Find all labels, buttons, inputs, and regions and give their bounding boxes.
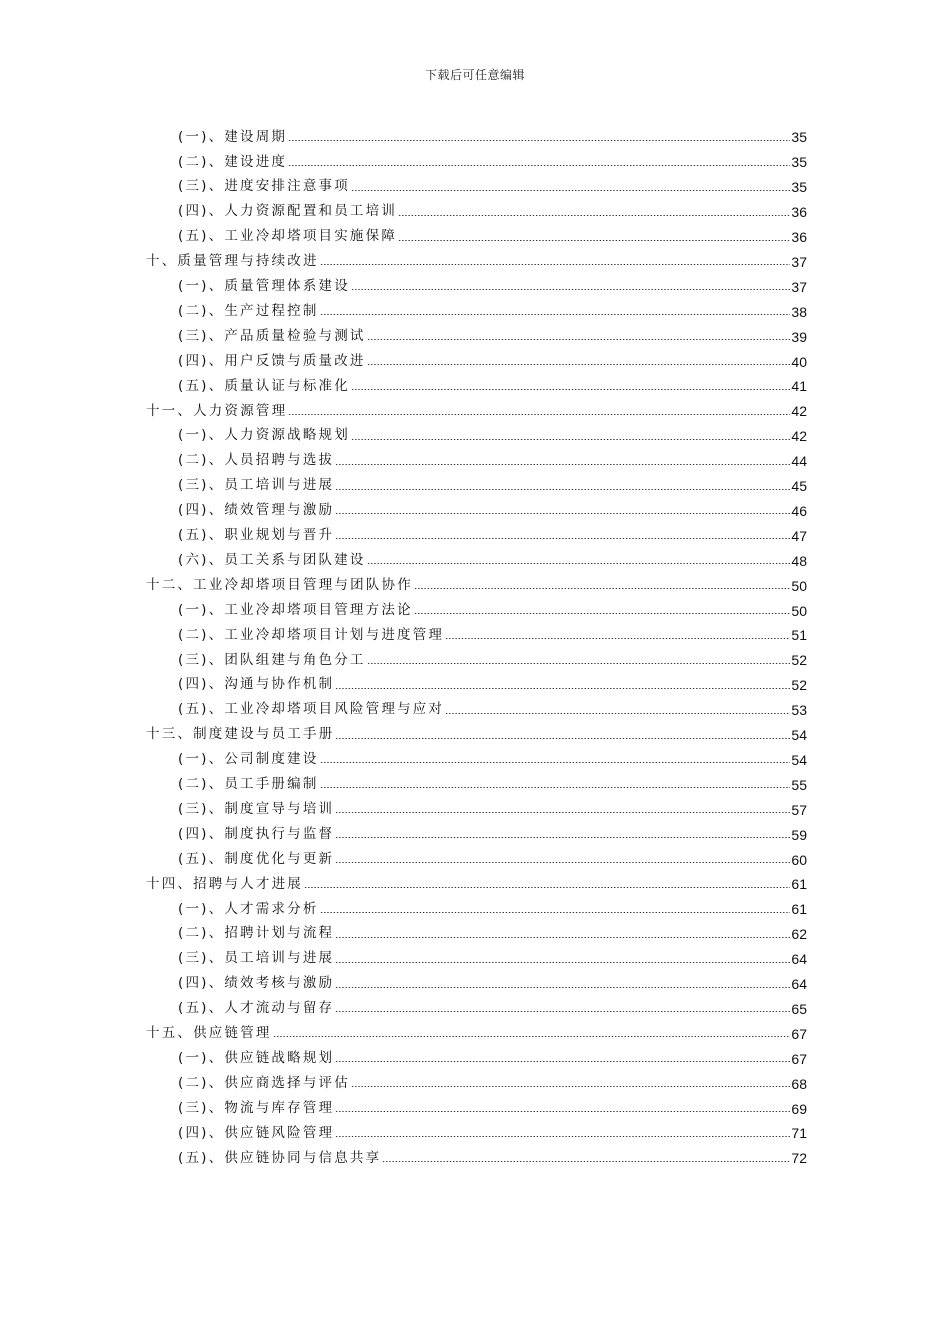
toc-dot-leader: [335, 538, 790, 539]
toc-entry-title: (三)、团队组建与角色分工: [178, 651, 366, 668]
toc-dot-leader: [335, 862, 790, 863]
toc-entry-title: (五)、制度优化与更新: [178, 850, 335, 867]
toc-dot-leader: [351, 389, 790, 390]
toc-section-entry[interactable]: [178, 1146, 807, 1171]
toc-entry-title: (一)、工业冷却塔项目管理方法论: [178, 601, 413, 618]
toc-dot-leader: [335, 987, 790, 988]
toc-page-number: 35: [791, 154, 807, 171]
toc-dot-leader: [320, 264, 791, 265]
toc-entry-title: (五)、工业冷却塔项目风险管理与应对: [178, 701, 445, 718]
toc-page-number: 37: [791, 253, 807, 270]
toc-entry-title: (三)、进度安排注意事项: [178, 178, 350, 195]
toc-entry-title: (二)、生产过程控制: [178, 302, 319, 319]
toc-page-number: 47: [791, 527, 807, 544]
toc-chapter-entry[interactable]: [146, 872, 807, 897]
toc-entry-title: (一)、公司制度建设: [178, 751, 319, 768]
toc-page-number: 46: [791, 502, 807, 519]
toc-page-number: 54: [791, 751, 807, 768]
toc-entry-title: (四)、绩效管理与激励: [178, 502, 335, 519]
toc-page-number: 36: [791, 204, 807, 221]
toc-section-entry[interactable]: [178, 598, 807, 623]
toc-dot-leader: [382, 1161, 790, 1162]
toc-entry-title: (一)、人才需求分析: [178, 900, 319, 917]
toc-section-entry[interactable]: [178, 822, 807, 847]
toc-page-number: 67: [791, 1025, 807, 1042]
toc-chapter-entry[interactable]: [146, 1021, 807, 1046]
toc-entry-title: (四)、绩效考核与激励: [178, 975, 335, 992]
toc-entry-title: (六)、员工关系与团队建设: [178, 551, 366, 568]
toc-section-entry[interactable]: [178, 673, 807, 698]
toc-dot-leader: [335, 1011, 790, 1012]
toc-section-entry[interactable]: [178, 1046, 807, 1071]
toc-section-entry[interactable]: [178, 972, 807, 997]
toc-section-entry[interactable]: [178, 449, 807, 474]
toc-entry-title: 十、质量管理与持续改进: [146, 253, 319, 270]
toc-dot-leader: [320, 787, 791, 788]
toc-dot-leader: [335, 464, 790, 465]
toc-entry-title: (四)、用户反馈与质量改进: [178, 352, 366, 369]
page-header: 下载后可任意编辑: [424, 68, 525, 82]
toc-section-entry[interactable]: [178, 474, 807, 499]
toc-dot-leader: [367, 364, 791, 365]
toc-page-number: 52: [791, 652, 807, 669]
toc-entry-title: (五)、质量认证与标准化: [178, 377, 350, 394]
toc-page-number: 61: [791, 901, 807, 918]
toc-section-entry[interactable]: [178, 324, 807, 349]
toc-entry-title: (二)、工业冷却塔项目计划与进度管理: [178, 626, 445, 643]
toc-page-number: 55: [791, 776, 807, 793]
toc-section-entry[interactable]: [178, 772, 807, 797]
toc-dot-leader: [351, 1086, 790, 1087]
toc-entry-title: (五)、职业规划与晋升: [178, 527, 335, 544]
toc-page-number: 59: [791, 826, 807, 843]
toc-dot-leader: [445, 713, 790, 714]
toc-section-entry[interactable]: [178, 947, 807, 972]
toc-entry-title: (五)、供应链协同与信息共享: [178, 1149, 382, 1166]
toc-section-entry[interactable]: [178, 499, 807, 524]
toc-entry-title: (二)、人员招聘与选拔: [178, 452, 335, 469]
toc-section-entry[interactable]: [178, 847, 807, 872]
toc-dot-leader: [320, 762, 791, 763]
toc-entry-title: (四)、人力资源配置和员工培训: [178, 203, 398, 220]
toc-section-entry[interactable]: [178, 274, 807, 299]
toc-dot-leader: [288, 165, 790, 166]
toc-dot-leader: [273, 1036, 791, 1037]
toc-entry-title: (三)、产品质量检验与测试: [178, 327, 366, 344]
toc-section-entry[interactable]: [178, 1096, 807, 1121]
toc-entry-title: (三)、物流与库存管理: [178, 1099, 335, 1116]
toc-section-entry[interactable]: [178, 897, 807, 922]
toc-page-number: 50: [791, 602, 807, 619]
toc-page-number: 60: [791, 851, 807, 868]
toc-entry-title: (四)、沟通与协作机制: [178, 676, 335, 693]
toc-dot-leader: [335, 1061, 790, 1062]
toc-dot-leader: [304, 887, 790, 888]
toc-section-entry[interactable]: [178, 175, 807, 200]
toc-page-number: 35: [791, 179, 807, 196]
toc-page-number: 45: [791, 478, 807, 495]
toc-section-entry[interactable]: [178, 922, 807, 947]
toc-chapter-entry[interactable]: [146, 723, 807, 748]
toc-dot-leader: [288, 414, 790, 415]
toc-section-entry[interactable]: [178, 748, 807, 773]
toc-section-entry[interactable]: [178, 200, 807, 225]
toc-page-number: 62: [791, 926, 807, 943]
toc-entry-title: (二)、建设进度: [178, 153, 288, 170]
toc-section-entry[interactable]: [178, 1071, 807, 1096]
toc-dot-leader: [398, 215, 790, 216]
toc-entry-title: (一)、人力资源战略规划: [178, 427, 350, 444]
toc-section-entry[interactable]: [178, 299, 807, 324]
toc-entry-title: (一)、建设周期: [178, 128, 288, 145]
toc-page-number: 65: [791, 1000, 807, 1017]
toc-entry-title: (一)、质量管理体系建设: [178, 278, 350, 295]
toc-page-number: 61: [791, 876, 807, 893]
toc-entry-title: 十二、工业冷却塔项目管理与团队协作: [146, 576, 413, 593]
toc-section-entry[interactable]: [178, 125, 807, 150]
toc-entry-title: 十三、制度建设与员工手册: [146, 726, 335, 743]
toc-dot-leader: [335, 962, 790, 963]
toc-dot-leader: [335, 513, 790, 514]
toc-entry-title: 十四、招聘与人才进展: [146, 875, 303, 892]
toc-page-number: 64: [791, 976, 807, 993]
toc-entry-title: (五)、工业冷却塔项目实施保障: [178, 228, 398, 245]
toc-entry-title: 十一、人力资源管理: [146, 402, 288, 419]
toc-dot-leader: [320, 912, 791, 913]
toc-section-entry[interactable]: [178, 374, 807, 399]
toc-entry-title: (二)、供应商选择与评估: [178, 1074, 350, 1091]
toc-page-number: 54: [791, 727, 807, 744]
toc-dot-leader: [367, 563, 791, 564]
toc-dot-leader: [335, 688, 790, 689]
toc-section-entry[interactable]: [178, 648, 807, 673]
toc-page-number: 38: [791, 303, 807, 320]
toc-entry-title: (三)、员工培训与进展: [178, 477, 335, 494]
toc-section-entry[interactable]: [178, 225, 807, 250]
toc-entry-title: (四)、供应链风险管理: [178, 1124, 335, 1141]
toc-entry-title: 十五、供应链管理: [146, 1025, 272, 1042]
toc-page-number: 42: [791, 428, 807, 445]
toc-dot-leader: [335, 738, 790, 739]
toc-page-number: 71: [791, 1125, 807, 1142]
toc-entry-title: (四)、制度执行与监督: [178, 825, 335, 842]
toc-page-number: 64: [791, 951, 807, 968]
toc-page-number: 51: [791, 627, 807, 644]
toc-page-number: 57: [791, 801, 807, 818]
toc-dot-leader: [320, 314, 791, 315]
toc-page-number: 53: [791, 702, 807, 719]
toc-section-entry[interactable]: [178, 424, 807, 449]
toc-section-entry[interactable]: [178, 623, 807, 648]
toc-dot-leader: [335, 489, 790, 490]
toc-section-entry[interactable]: [178, 1121, 807, 1146]
toc-entry-title: (五)、人才流动与留存: [178, 1000, 335, 1017]
toc-entry-title: (二)、员工手册编制: [178, 776, 319, 793]
toc-dot-leader: [367, 663, 791, 664]
toc-dot-leader: [351, 190, 790, 191]
toc-section-entry[interactable]: [178, 797, 807, 822]
toc-dot-leader: [367, 339, 791, 340]
toc-dot-leader: [398, 240, 790, 241]
toc-dot-leader: [335, 1111, 790, 1112]
toc-page-number: 72: [791, 1150, 807, 1167]
toc-dot-leader: [288, 140, 790, 141]
toc-dot-leader: [335, 937, 790, 938]
toc-dot-leader: [445, 638, 790, 639]
toc-page-number: 37: [791, 278, 807, 295]
toc-entry-title: (三)、员工培训与进展: [178, 950, 335, 967]
toc-page-number: 48: [791, 552, 807, 569]
toc-page-number: 41: [791, 378, 807, 395]
toc-section-entry[interactable]: [178, 698, 807, 723]
toc-page-number: 35: [791, 129, 807, 146]
toc-section-entry[interactable]: [178, 349, 807, 374]
toc-page-number: 50: [791, 577, 807, 594]
toc-page-number: 44: [791, 453, 807, 470]
toc-entry-title: (二)、招聘计划与流程: [178, 925, 335, 942]
toc-section-entry[interactable]: [178, 548, 807, 573]
toc-dot-leader: [335, 812, 790, 813]
toc-page-number: 69: [791, 1100, 807, 1117]
toc-chapter-entry[interactable]: [146, 250, 807, 275]
toc-dot-leader: [414, 613, 791, 614]
toc-section-entry[interactable]: [178, 523, 807, 548]
toc-page-number: 67: [791, 1050, 807, 1067]
toc-dot-leader: [335, 1136, 790, 1137]
toc-chapter-entry[interactable]: [146, 573, 807, 598]
toc-entry-title: (三)、制度宣导与培训: [178, 800, 335, 817]
toc-dot-leader: [414, 588, 791, 589]
toc-page-number: 39: [791, 328, 807, 345]
toc-dot-leader: [351, 439, 790, 440]
toc-page-number: 68: [791, 1075, 807, 1092]
toc-dot-leader: [351, 289, 790, 290]
toc-page-number: 42: [791, 403, 807, 420]
toc-page-number: 36: [791, 229, 807, 246]
toc-section-entry[interactable]: [178, 997, 807, 1022]
toc-entry-title: (一)、供应链战略规划: [178, 1049, 335, 1066]
toc-chapter-entry[interactable]: [146, 399, 807, 424]
toc-page-number: 52: [791, 677, 807, 694]
toc-section-entry[interactable]: [178, 150, 807, 175]
toc-dot-leader: [335, 837, 790, 838]
toc-page-number: 40: [791, 353, 807, 370]
